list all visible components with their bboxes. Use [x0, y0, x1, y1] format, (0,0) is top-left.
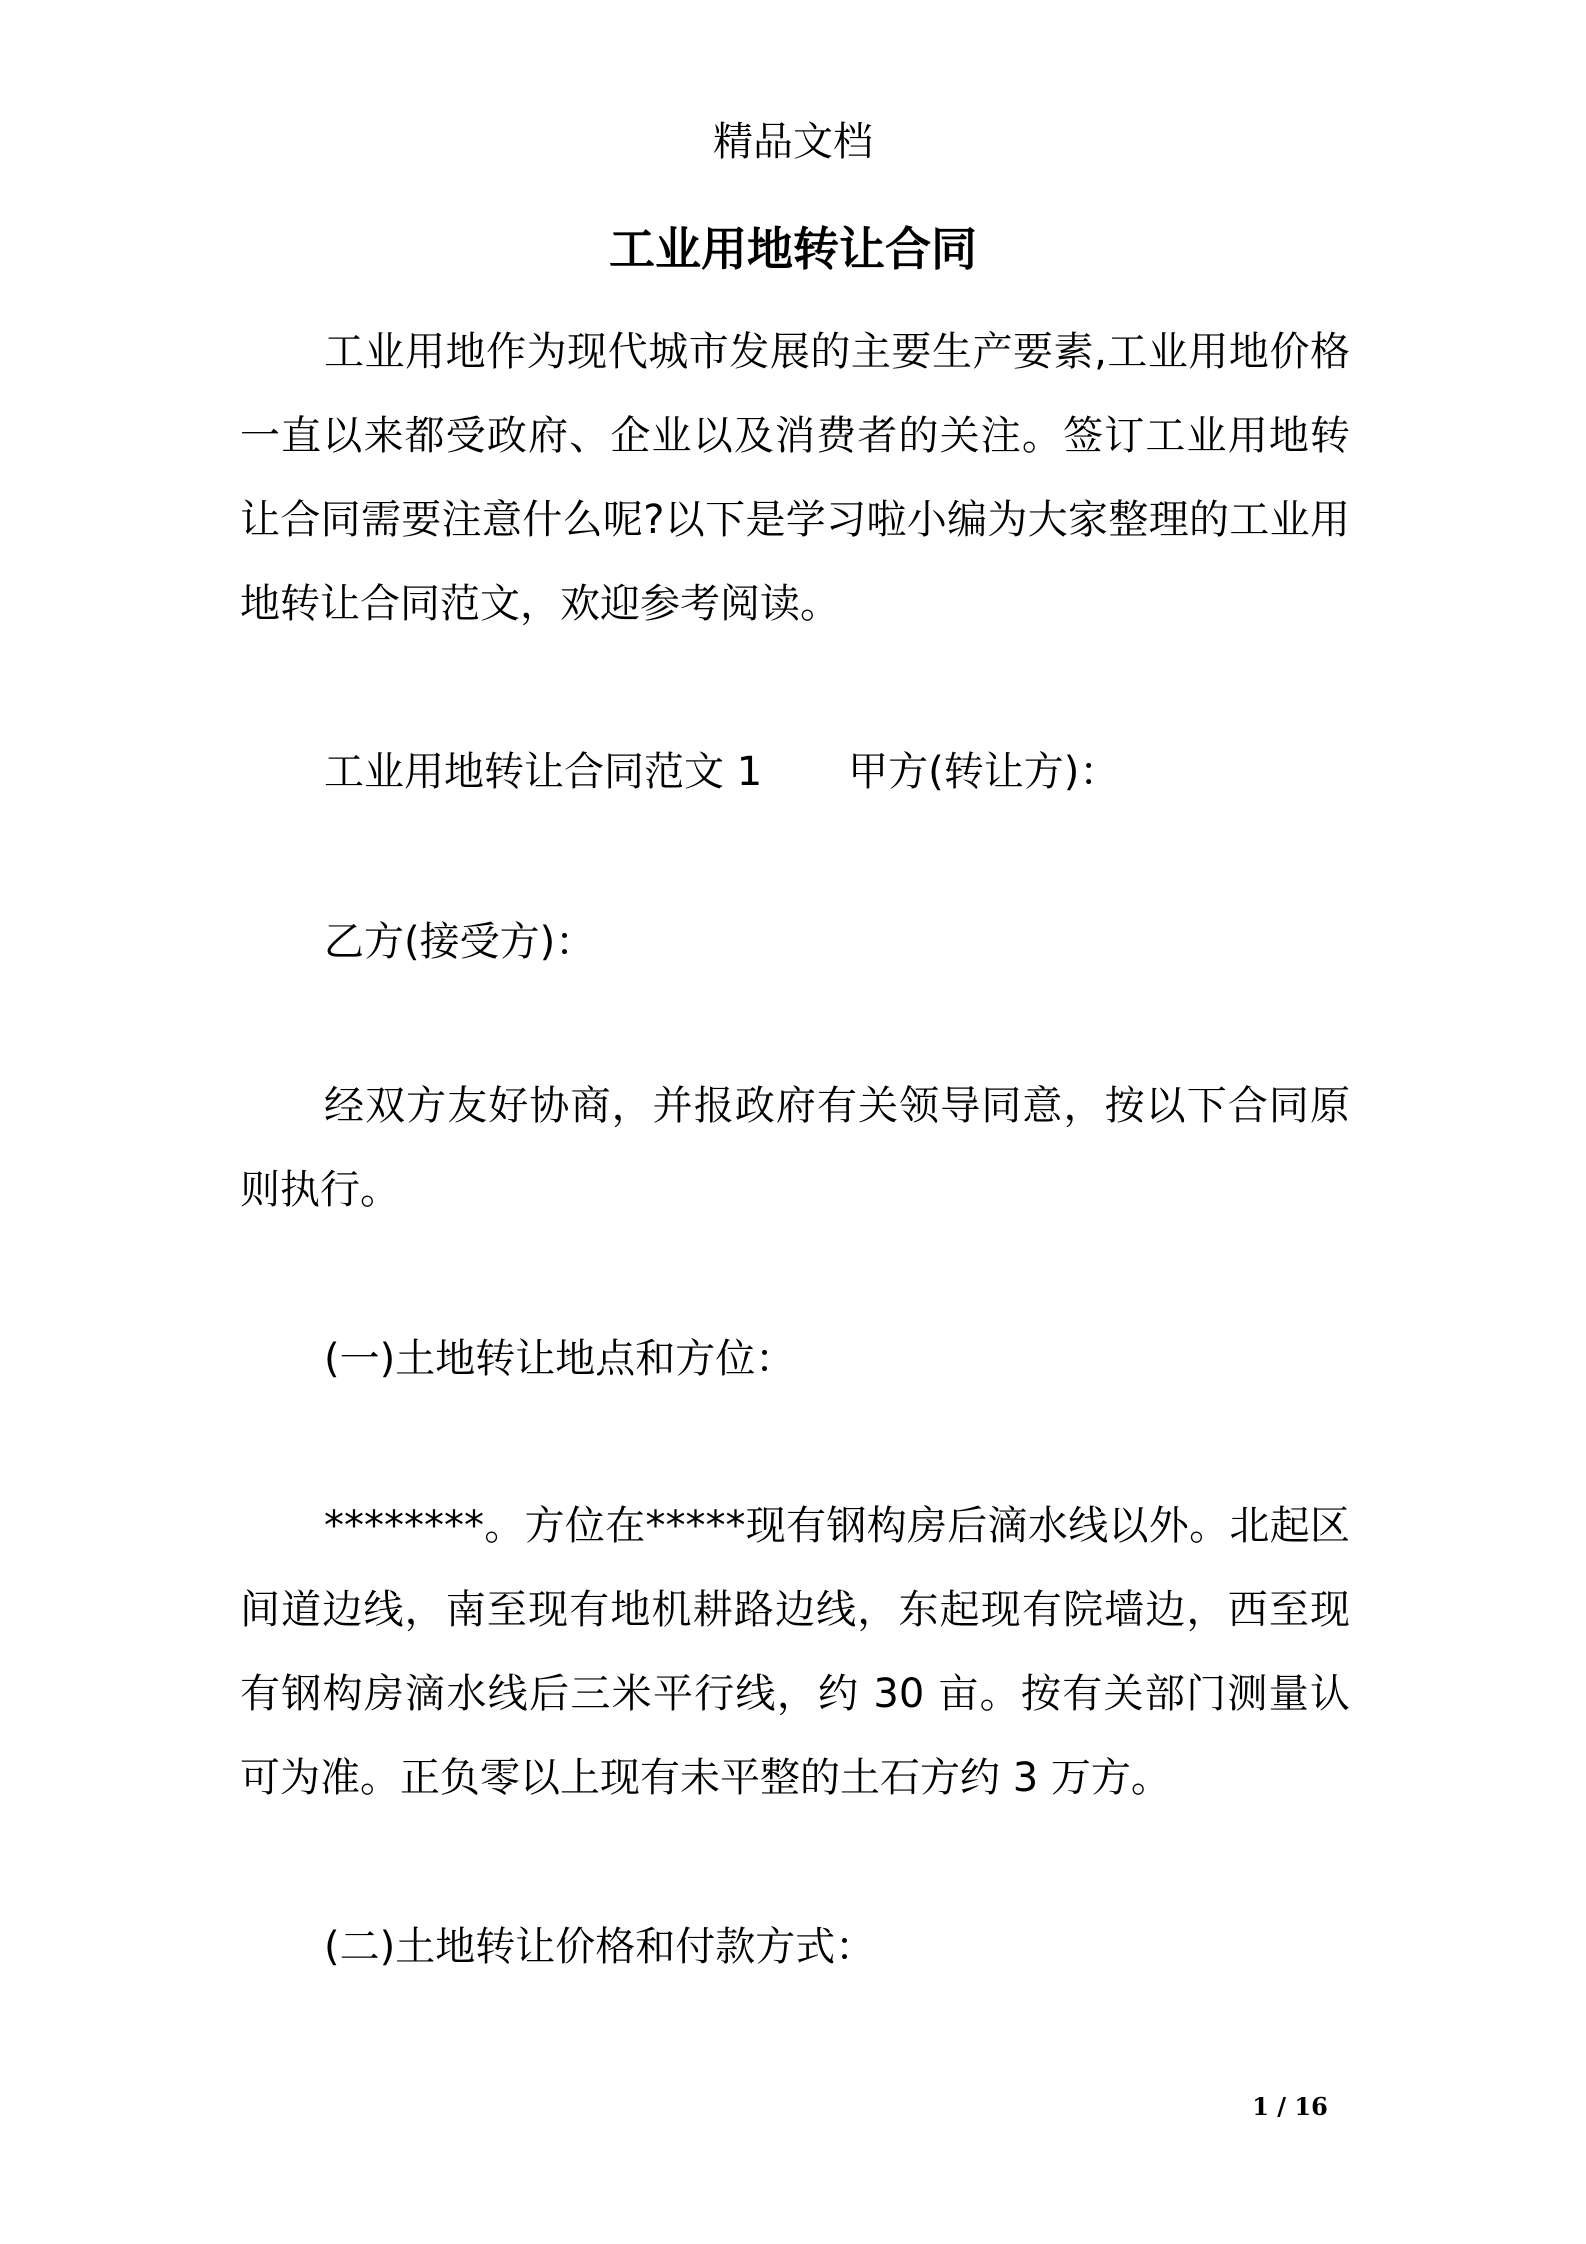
party-a-label: 甲方(转让方)： [848, 749, 1120, 795]
section1-heading-block [240, 1317, 1350, 1401]
section2-heading: (二)土地转让价格和付款方式： [324, 1924, 876, 1970]
party-b-label: 乙方(接受方)： [324, 919, 596, 965]
section1-body-block [240, 1484, 1350, 1820]
section1-body: ********。方位在*****现有钢构房后滴水线以外。北起区间道边线，南至现有地机耕路边线，东起现有院墙边，西至现有钢构房滴水线后三米平行线，约 30 亩。按有关部门测量认可为准。正负零以上现有未平整的土石方约 3 万方。 [240, 1503, 1350, 1801]
page-number: 1 / 16 [1252, 2092, 1328, 2121]
negotiation-paragraph [240, 1064, 1350, 1232]
page-header: 精品文档 [713, 119, 873, 165]
sample-title-line [240, 730, 1350, 814]
document-title: 工业用地转让合同 [609, 222, 977, 276]
party-b-line [240, 900, 1350, 984]
section1-heading: (一)土地转让地点和方位： [324, 1336, 796, 1382]
sample-title: 工业用地转让合同范文 1 [324, 749, 763, 795]
negotiation-text: 经双方友好协商，并报政府有关领导同意，按以下合同原则执行。 [240, 1083, 1350, 1213]
intro-text: 工业用地作为现代城市发展的主要生产要素,工业用地价格一直以来都受政府、企业以及消费者的关注。签订工业用地转让合同需要注意什么呢?以下是学习啦小编为大家整理的工业用地转让合同范文，欢迎参考阅读。 [240, 329, 1350, 627]
section2-heading-block [240, 1905, 1350, 1989]
intro-paragraph [240, 310, 1350, 646]
sample-line [240, 730, 1350, 814]
